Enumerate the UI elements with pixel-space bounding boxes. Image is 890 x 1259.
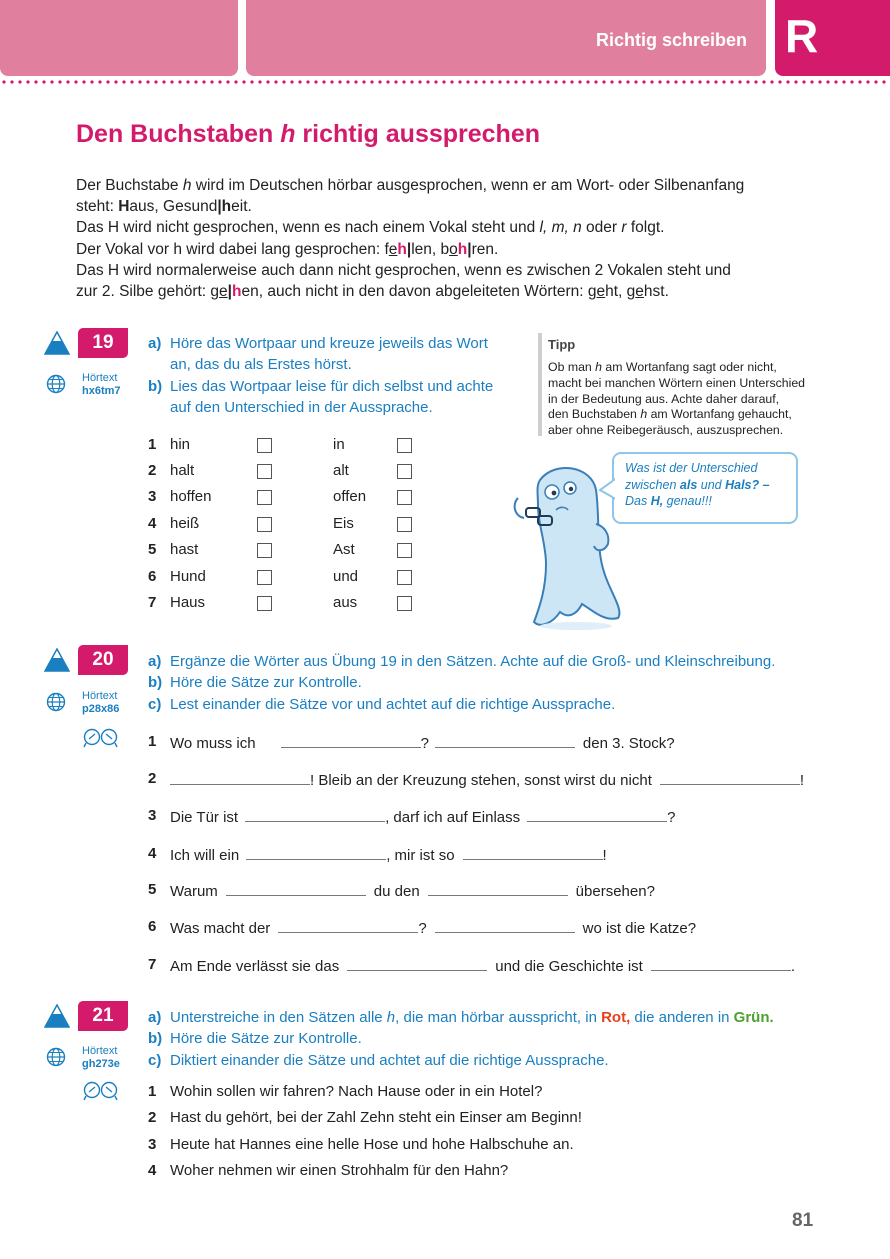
- checkbox-right[interactable]: [397, 570, 412, 585]
- gap-blank[interactable]: [226, 881, 366, 896]
- gap-sentence: Was macht der ? wo ist die Katze?: [170, 920, 697, 937]
- sentence-text: Wohin sollen wir fahren? Nach Hause oder in ein Hotel?: [170, 1083, 543, 1100]
- partner-work-icon: [82, 1081, 120, 1101]
- word-right: in: [333, 436, 345, 453]
- exercise-21-instructions: [148, 1007, 774, 1071]
- tip-title: Tipp: [548, 337, 576, 352]
- instruction-a: Ergänze die Wörter aus Übung 19 in den Sätzen. Achte auf die Groß- und Kleinschreibung.: [170, 653, 776, 670]
- globe-icon[interactable]: [46, 1047, 66, 1067]
- gap-sentence: Die Tür ist , darf ich auf Einlass ?: [170, 809, 676, 826]
- instruction-letter: a): [148, 1009, 162, 1026]
- item-number: 5: [148, 881, 157, 898]
- word-right: Eis: [333, 515, 354, 532]
- gap-blank[interactable]: [347, 956, 487, 971]
- instruction-letter: a): [148, 335, 162, 352]
- gap-blank[interactable]: [246, 845, 386, 860]
- checkbox-left[interactable]: [257, 517, 272, 532]
- partner-work-icon: [82, 728, 120, 748]
- gap-blank[interactable]: [463, 845, 603, 860]
- hoertext-link-20[interactable]: [82, 690, 119, 716]
- hoertext-code: gh273e: [82, 1058, 120, 1070]
- instruction-letter: a): [148, 653, 162, 670]
- difficulty-pyramid-icon: [44, 1004, 70, 1028]
- dotted-divider: [0, 79, 890, 85]
- item-number: 4: [148, 845, 157, 862]
- item-number: 2: [148, 462, 157, 479]
- word-left: halt: [170, 462, 195, 479]
- item-number: 7: [148, 594, 157, 611]
- checkbox-left[interactable]: [257, 464, 272, 479]
- intro-line: steht: Haus, Gesund|heit.: [76, 198, 252, 216]
- exercise-20-instructions: [148, 651, 775, 715]
- item-number: 4: [148, 515, 157, 532]
- header-letter: R: [785, 10, 819, 62]
- checkbox-right[interactable]: [397, 543, 412, 558]
- checkbox-right[interactable]: [397, 464, 412, 479]
- tip-text: Ob man h am Wortanfang sagt oder nicht, macht bei manchen Wörtern einen Unterschied in der Bedeutung aus. Achte daher darauf, den Buchstaben h am Wortanfang gehaucht, aber ohne Reibegeräusch, auszusprechen.: [548, 360, 805, 438]
- word-right: aus: [333, 594, 358, 611]
- instruction-letter: b): [148, 1030, 163, 1048]
- word-left: hoffen: [170, 488, 212, 505]
- word-right: alt: [333, 462, 349, 479]
- difficulty-pyramid-icon: [44, 648, 70, 672]
- sentence-text: Hast du gehört, bei der Zahl Zehn steht ein Einser am Beginn!: [170, 1109, 582, 1126]
- instruction-c: Diktiert einander die Sätze und achtet auf die richtige Aussprache.: [170, 1051, 609, 1069]
- difficulty-pyramid-icon: [44, 331, 70, 355]
- item-number: 6: [148, 918, 157, 935]
- speech-bubble-tail: [598, 478, 618, 500]
- item-number: 4: [148, 1162, 157, 1179]
- instruction-letter: b): [148, 674, 163, 692]
- word-left: hin: [170, 436, 191, 453]
- checkbox-left[interactable]: [257, 543, 272, 558]
- intro-line: zur 2. Silbe gehört: ge|hen, auch nicht in den davon abgeleiteten Wörtern: geht, gehst.: [76, 283, 669, 301]
- header-tab-left: [0, 0, 238, 76]
- gap-sentence: Ich will ein , mir ist so !: [170, 847, 607, 864]
- checkbox-right[interactable]: [397, 596, 412, 611]
- instruction-letter: c): [148, 1051, 162, 1069]
- page-title: Den Buchstaben h richtig aussprechen: [76, 120, 541, 148]
- item-number: 3: [148, 807, 157, 824]
- checkbox-right[interactable]: [397, 517, 412, 532]
- instruction-letter: c): [148, 695, 162, 713]
- item-number: 1: [148, 1083, 157, 1100]
- header-section-title: Richtig schreiben: [596, 30, 748, 50]
- instruction-a-line: an, das du als Erstes hörst.: [170, 356, 352, 374]
- hoertext-code: hx6tm7: [82, 385, 121, 397]
- sentence-text: Heute hat Hannes eine helle Hose und hohe Halbschuhe an.: [170, 1136, 574, 1153]
- instruction-b: Höre die Sätze zur Kontrolle.: [170, 674, 362, 692]
- page-number: 81: [792, 1210, 814, 1231]
- hoertext-link-21[interactable]: [82, 1045, 120, 1071]
- gap-sentence: ! Bleib an der Kreuzung stehen, sonst wirst du nicht !: [170, 770, 804, 789]
- instruction-b-line: auf den Unterschied in der Aussprache.: [170, 398, 433, 416]
- instruction-b: Höre die Sätze zur Kontrolle.: [170, 1030, 362, 1048]
- instruction-b-line: Lies das Wortpaar leise für dich selbst und achte: [170, 377, 494, 395]
- gap-blank[interactable]: [527, 807, 667, 822]
- hoertext-label: Hörtext: [82, 372, 118, 384]
- instruction-a: Unterstreiche in den Sätzen alle h, die man hörbar ausspricht, in Rot, die anderen in Grün.: [170, 1009, 774, 1026]
- speech-bubble-text: Was ist der Unterschied zwischen als und Hals? – Das H, genau!!!: [625, 461, 770, 508]
- hoertext-code: p28x86: [82, 703, 120, 715]
- sentence-text: Woher nehmen wir einen Strohhalm für den Hahn?: [170, 1162, 509, 1179]
- item-number: 7: [148, 956, 157, 973]
- exercise-number-19: 19: [78, 328, 128, 358]
- gap-sentence: Warum du den übersehen?: [170, 883, 655, 900]
- intro-line: Der Vokal vor h wird dabei lang gesprochen: feh|len, boh|ren.: [76, 240, 499, 258]
- intro-line: Das H wird normalerweise auch dann nicht gesprochen, wenn es zwischen 2 Vokalen steht und: [76, 261, 731, 279]
- header-letter-box: [775, 0, 890, 76]
- gap-sentence: Wo muss ich ? den 3. Stock?: [170, 735, 675, 752]
- gap-blank[interactable]: [170, 770, 310, 785]
- hoertext-label: Hörtext: [82, 690, 118, 702]
- word-left: hast: [170, 541, 199, 558]
- item-number: 3: [148, 488, 157, 505]
- gap-blank[interactable]: [435, 918, 575, 933]
- gap-blank[interactable]: [435, 733, 575, 748]
- item-number: 1: [148, 436, 157, 453]
- gap-blank[interactable]: [428, 881, 568, 896]
- word-left: Hund: [170, 568, 206, 585]
- instruction-c: Lest einander die Sätze vor und achtet auf die richtige Aussprache.: [170, 695, 616, 713]
- exercise-19-instructions: [148, 333, 493, 418]
- word-left: heiß: [170, 515, 200, 532]
- globe-icon[interactable]: [46, 374, 66, 394]
- item-number: 3: [148, 1136, 157, 1153]
- checkbox-right[interactable]: [397, 438, 412, 453]
- instruction-letter: b): [148, 377, 163, 395]
- checkbox-left[interactable]: [257, 570, 272, 585]
- gap-blank[interactable]: [281, 733, 421, 748]
- gap-blank[interactable]: [660, 770, 800, 785]
- gap-blank[interactable]: [278, 918, 418, 933]
- checkbox-left[interactable]: [257, 438, 272, 453]
- item-number: 1: [148, 733, 157, 750]
- hoertext-label: Hörtext: [82, 1045, 118, 1057]
- exercise-number-20: 20: [78, 645, 128, 675]
- hoertext-link-19[interactable]: [82, 372, 121, 398]
- word-right: offen: [333, 488, 367, 505]
- gap-blank[interactable]: [651, 956, 791, 971]
- intro-line: Der Buchstabe h wird im Deutschen hörbar ausgesprochen, wenn er am Wort- oder Silbenanfang: [76, 177, 745, 194]
- word-left: Haus: [170, 594, 206, 611]
- intro-text: [76, 175, 796, 302]
- instruction-a-line: Höre das Wortpaar und kreuze jeweils das Wort: [170, 335, 488, 352]
- item-number: 6: [148, 568, 157, 585]
- tip-box: [538, 333, 827, 436]
- word-right: Ast: [333, 541, 355, 558]
- gap-blank[interactable]: [245, 807, 385, 822]
- item-number: 2: [148, 1109, 157, 1126]
- exercise-number-21: 21: [78, 1001, 128, 1031]
- checkbox-left[interactable]: [257, 490, 272, 505]
- intro-line: Das H wird nicht gesprochen, wenn es nach einem Vokal steht und l, m, n oder r folgt.: [76, 219, 665, 237]
- checkbox-left[interactable]: [257, 596, 272, 611]
- item-number: 2: [148, 770, 157, 787]
- word-right: und: [333, 568, 359, 585]
- gap-sentence: Am Ende verlässt sie das und die Geschichte ist .: [170, 958, 796, 975]
- globe-icon[interactable]: [46, 692, 66, 712]
- checkbox-right[interactable]: [397, 490, 412, 505]
- item-number: 5: [148, 541, 157, 558]
- speech-bubble: [612, 452, 798, 524]
